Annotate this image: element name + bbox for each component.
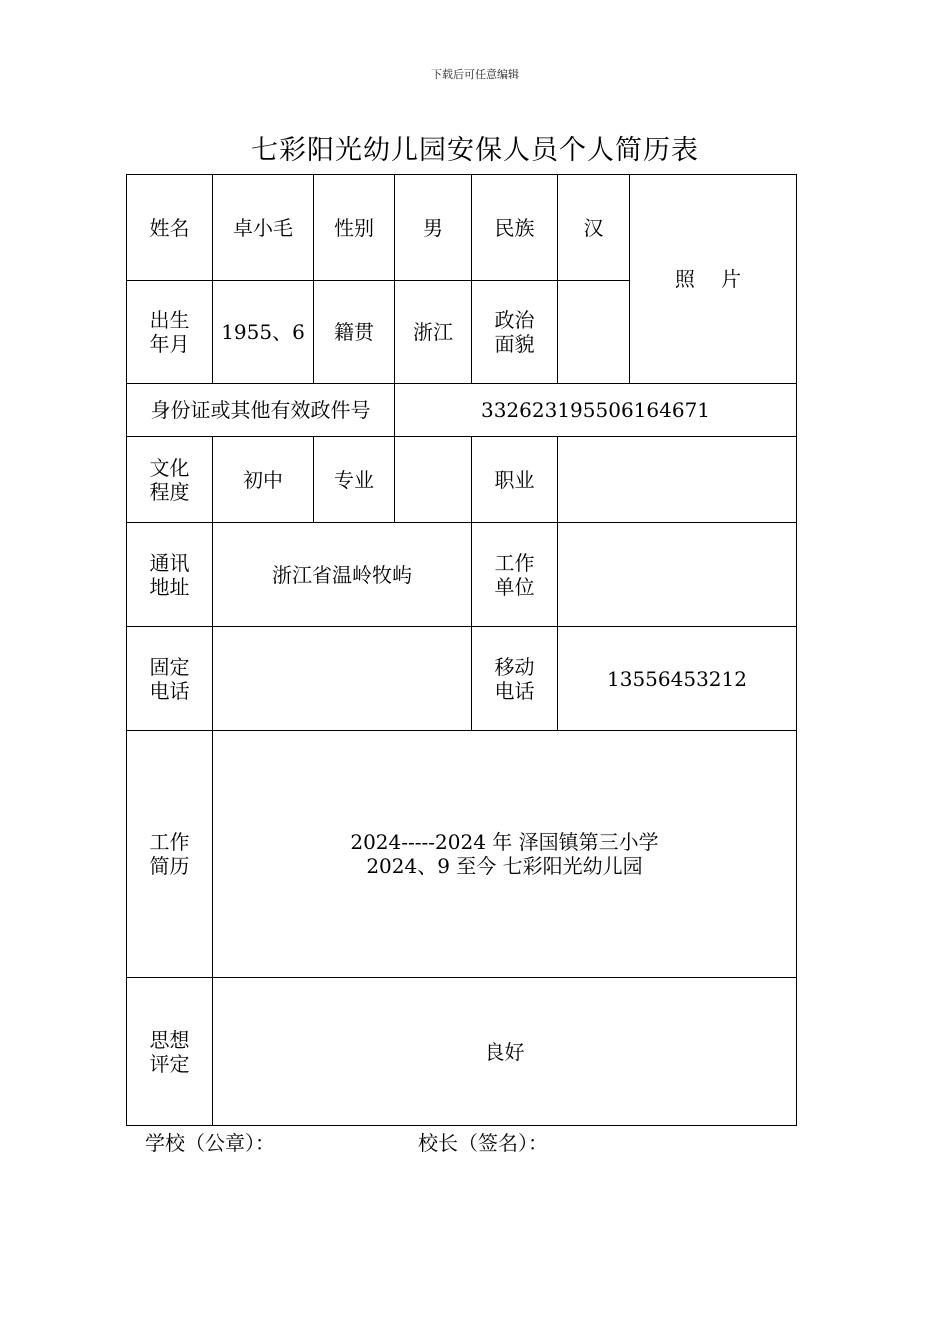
value-ethnicity[interactable]: 汉 [558, 175, 630, 281]
value-landline[interactable] [213, 627, 472, 731]
row-address [127, 523, 797, 627]
label-employer [472, 523, 558, 627]
page-title: 七彩阳光幼儿园安保人员个人简历表 [251, 135, 699, 166]
value-id[interactable]: 332623195506164671 [395, 384, 797, 437]
photo-box[interactable] [630, 175, 797, 384]
row-name [127, 175, 797, 281]
principal-sign-label: 校长（签名）： [418, 1131, 548, 1155]
resume-form-table [126, 174, 797, 1126]
label-name: 姓名 [127, 175, 213, 281]
label-gender: 性别 [314, 175, 395, 281]
label-address-line2: 地址 [149, 574, 190, 599]
label-address [127, 523, 213, 627]
value-major[interactable] [395, 437, 472, 523]
label-education [127, 437, 213, 523]
value-evaluation[interactable]: 良好 [213, 978, 797, 1126]
label-employer-line2: 单位 [494, 574, 535, 599]
label-mobile-line1: 移动 [494, 654, 535, 679]
label-political [472, 281, 558, 384]
value-birth[interactable]: 1955、6 [213, 281, 314, 384]
label-mobile-line2: 电话 [494, 678, 535, 703]
row-phone [127, 627, 797, 731]
row-id [127, 384, 797, 437]
label-birth-line1: 出生 [149, 308, 190, 332]
label-address-line1: 通讯 [149, 550, 190, 575]
value-political[interactable] [558, 281, 630, 384]
label-political-line1: 政治 [494, 308, 535, 332]
label-mobile [472, 627, 558, 731]
value-occupation[interactable] [558, 437, 797, 523]
value-mobile[interactable]: 13556453212 [558, 627, 797, 731]
school-seal-label: 学校（公章）： [145, 1131, 275, 1155]
label-eval-line1: 思想 [149, 1027, 190, 1052]
value-name[interactable]: 卓小毛 [213, 175, 314, 281]
label-birth-line2: 年月 [149, 332, 190, 356]
label-eval-line2: 评定 [149, 1051, 190, 1076]
label-major: 专业 [314, 437, 395, 523]
label-native: 籍贯 [314, 281, 395, 384]
label-ethnicity: 民族 [472, 175, 558, 281]
value-employer[interactable] [558, 523, 797, 627]
row-evaluation [127, 978, 797, 1126]
work-history-entry: 2024-----2024 年 泽国镇第三小学 [350, 830, 659, 854]
header-note: 下载后可任意编辑 [431, 68, 519, 81]
label-political-line2: 面貌 [494, 332, 535, 356]
photo-label: 照 片 [674, 267, 752, 291]
label-birth [127, 281, 213, 384]
label-id: 身份证或其他有效政件号 [127, 384, 395, 437]
label-landline [127, 627, 213, 731]
value-address[interactable]: 浙江省温岭牧屿 [213, 523, 472, 627]
value-work-history[interactable] [213, 731, 797, 978]
label-employer-line1: 工作 [494, 550, 535, 575]
value-gender[interactable]: 男 [395, 175, 472, 281]
label-occupation: 职业 [472, 437, 558, 523]
work-history-entry: 2024、9 至今 七彩阳光幼儿园 [366, 854, 643, 878]
label-education-line2: 程度 [149, 479, 190, 504]
label-landline-line1: 固定 [149, 654, 190, 679]
value-education[interactable]: 初中 [213, 437, 314, 523]
value-native[interactable]: 浙江 [395, 281, 472, 384]
row-education [127, 437, 797, 523]
label-evaluation [127, 978, 213, 1126]
label-landline-line2: 电话 [149, 678, 190, 703]
row-work-history [127, 731, 797, 978]
label-education-line1: 文化 [149, 455, 190, 480]
label-work-line2: 简历 [149, 854, 190, 878]
label-work-history [127, 731, 213, 978]
label-work-line1: 工作 [149, 830, 190, 854]
